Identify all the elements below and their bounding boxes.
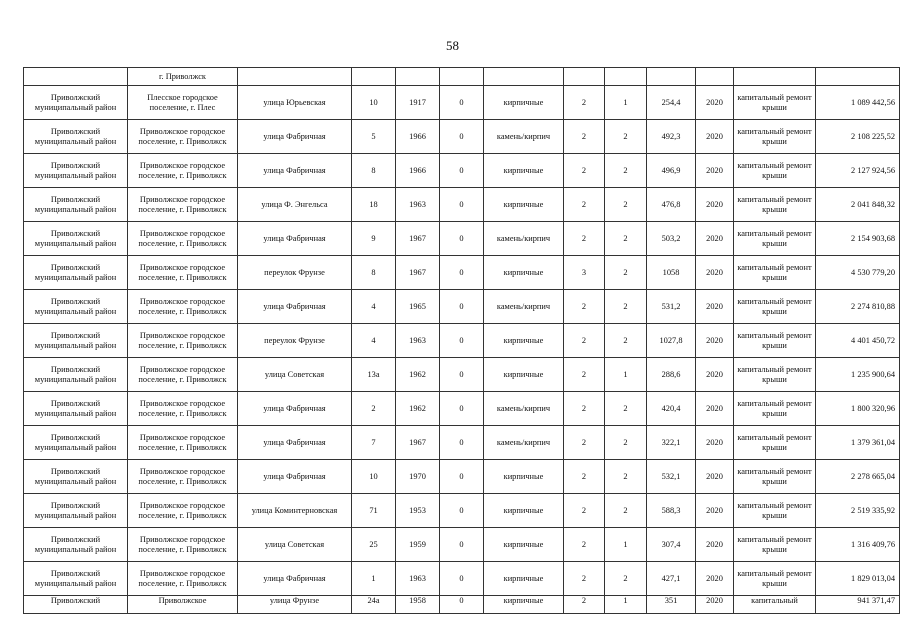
cell-planned-year: 2020 (696, 426, 734, 460)
cell-wall-material: кирпичные (484, 324, 564, 358)
cell-municipality (24, 68, 128, 86)
cell-settlement: Плесское городское поселение, г. Плес (128, 86, 238, 120)
cell-floors: 2 (564, 426, 605, 460)
cell-municipality: Приволжский муниципальный район (24, 154, 128, 188)
table-row (24, 290, 900, 324)
cell-year-repair: 0 (440, 426, 484, 460)
cell-cost: 2 154 903,68 (816, 222, 900, 256)
cell-municipality: Приволжский муниципальный район (24, 324, 128, 358)
cell-house-number: 5 (352, 120, 396, 154)
cell-settlement: Приволжское городское поселение, г. Приволжск (128, 426, 238, 460)
cell-wall-material: кирпичные (484, 154, 564, 188)
cell-work-type: капитальный ремонт крыши (734, 426, 816, 460)
cell-wall-material: кирпичные (484, 188, 564, 222)
cell-area: 503,2 (647, 222, 696, 256)
cell-municipality: Приволжский муниципальный район (24, 528, 128, 562)
cell-year-built: 1959 (396, 528, 440, 562)
cell-municipality: Приволжский муниципальный район (24, 222, 128, 256)
cell-cost: 1 316 409,76 (816, 528, 900, 562)
cell-municipality: Приволжский муниципальный район (24, 120, 128, 154)
cell-cost: 2 278 665,04 (816, 460, 900, 494)
cell-settlement: Приволжское городское поселение, г. Приволжск (128, 188, 238, 222)
cell-cost: 1 089 442,56 (816, 86, 900, 120)
cell-work-type: капитальный ремонт крыши (734, 256, 816, 290)
cell-work-type: капитальный ремонт крыши (734, 562, 816, 596)
cell-year-built: 1963 (396, 562, 440, 596)
cell-year-repair: 0 (440, 596, 484, 614)
cell-work-type: капитальный ремонт крыши (734, 324, 816, 358)
cell-street: улица Фабричная (238, 426, 352, 460)
cell-year-repair: 0 (440, 86, 484, 120)
cell-area: 427,1 (647, 562, 696, 596)
cell-wall-material: камень/кирпич (484, 290, 564, 324)
cell-floors: 2 (564, 358, 605, 392)
cell-year-repair: 0 (440, 460, 484, 494)
cell-house-number: 10 (352, 460, 396, 494)
cell-street: улица Юрьевская (238, 86, 352, 120)
cell-planned-year: 2020 (696, 324, 734, 358)
cell-entrances: 1 (605, 86, 647, 120)
cell-year-built: 1966 (396, 154, 440, 188)
cell-street: улица Фрунзе (238, 596, 352, 614)
table-row (24, 528, 900, 562)
cell-cost: 1 800 320,96 (816, 392, 900, 426)
cell-entrances: 2 (605, 290, 647, 324)
cell-wall-material: кирпичные (484, 494, 564, 528)
cell-street: переулок Фрунзе (238, 324, 352, 358)
cell-street: улица Фабричная (238, 222, 352, 256)
cell-area: 351 (647, 596, 696, 614)
cell-settlement: Приволжское городское поселение, г. Приволжск (128, 562, 238, 596)
cell-cost: 2 127 924,56 (816, 154, 900, 188)
cell-settlement: Приволжское городское поселение, г. Приволжск (128, 460, 238, 494)
cell-work-type: капитальный ремонт крыши (734, 392, 816, 426)
cell-year-repair: 0 (440, 256, 484, 290)
cell-cost: 2 041 848,32 (816, 188, 900, 222)
cell-year-built: 1967 (396, 426, 440, 460)
table-row-continued (24, 68, 900, 86)
cell-area: 307,4 (647, 528, 696, 562)
cell-year-repair: 0 (440, 562, 484, 596)
table-row (24, 562, 900, 596)
table-row (24, 86, 900, 120)
cell-entrances: 2 (605, 426, 647, 460)
cell-cost: 1 829 013,04 (816, 562, 900, 596)
cell-cost: 941 371,47 (816, 596, 900, 614)
cell-street: улица Фабричная (238, 562, 352, 596)
cell-year-repair: 0 (440, 222, 484, 256)
cell-work-type: капитальный (734, 596, 816, 614)
cell-municipality: Приволжский муниципальный район (24, 188, 128, 222)
cell-area: 531,2 (647, 290, 696, 324)
cell-work-type: капитальный ремонт крыши (734, 290, 816, 324)
cell-entrances: 2 (605, 494, 647, 528)
cell-year-built: 1963 (396, 188, 440, 222)
cell-planned-year: 2020 (696, 256, 734, 290)
cell-settlement: Приволжское городское поселение, г. Приволжск (128, 528, 238, 562)
cell-wall-material: кирпичные (484, 528, 564, 562)
table-row (24, 426, 900, 460)
cell-house-number: 24а (352, 596, 396, 614)
cell-municipality: Приволжский муниципальный район (24, 358, 128, 392)
cell-cost: 1 379 361,04 (816, 426, 900, 460)
cell-year-repair: 0 (440, 494, 484, 528)
cell-house-number: 2 (352, 392, 396, 426)
cell-year-repair: 0 (440, 290, 484, 324)
table-row (24, 392, 900, 426)
cell-year-built: 1963 (396, 324, 440, 358)
cell-year-built: 1958 (396, 596, 440, 614)
cell-year-built: 1966 (396, 120, 440, 154)
cell-municipality: Приволжский муниципальный район (24, 494, 128, 528)
cell-floors: 2 (564, 154, 605, 188)
page-number: 58 (446, 38, 459, 53)
cell-area: 476,8 (647, 188, 696, 222)
cell-planned-year: 2020 (696, 460, 734, 494)
cell-planned-year: 2020 (696, 358, 734, 392)
cell-area: 1058 (647, 256, 696, 290)
cell-year-repair: 0 (440, 528, 484, 562)
cell-area: 420,4 (647, 392, 696, 426)
cell-street: улица Фабричная (238, 154, 352, 188)
cell-entrances: 2 (605, 120, 647, 154)
cell-municipality: Приволжский муниципальный район (24, 426, 128, 460)
repair-register-table (23, 67, 900, 614)
cell-house-number: 71 (352, 494, 396, 528)
cell-work-type: капитальный ремонт крыши (734, 528, 816, 562)
cell-floors: 2 (564, 222, 605, 256)
cell-entrances: 1 (605, 358, 647, 392)
cell-settlement: Приволжское городское поселение, г. Приволжск (128, 222, 238, 256)
cell-area: 532,1 (647, 460, 696, 494)
cell-year-built: 1965 (396, 290, 440, 324)
cell-house-number: 8 (352, 256, 396, 290)
cell-house-number: 13а (352, 358, 396, 392)
cell-settlement: Приволжское городское поселение, г. Приволжск (128, 358, 238, 392)
cell-area: 588,3 (647, 494, 696, 528)
cell-municipality: Приволжский муниципальный район (24, 290, 128, 324)
cell-wall-material: камень/кирпич (484, 120, 564, 154)
cell-work-type: капитальный ремонт крыши (734, 222, 816, 256)
cell-planned-year: 2020 (696, 222, 734, 256)
cell-entrances: 2 (605, 222, 647, 256)
cell-planned-year: 2020 (696, 290, 734, 324)
cell-wall-material: камень/кирпич (484, 426, 564, 460)
cell-wall-material: кирпичные (484, 460, 564, 494)
cell-house-number: 8 (352, 154, 396, 188)
cell-wall-material: кирпичные (484, 562, 564, 596)
table-row (24, 120, 900, 154)
cell-street: улица Коминтерновская (238, 494, 352, 528)
cell-work-type: капитальный ремонт крыши (734, 460, 816, 494)
cell-municipality: Приволжский муниципальный район (24, 562, 128, 596)
cell-municipality: Приволжский муниципальный район (24, 392, 128, 426)
cell-cost: 2 274 810,88 (816, 290, 900, 324)
cell-house-number: 1 (352, 562, 396, 596)
cell-year-repair: 0 (440, 120, 484, 154)
table-body (24, 68, 900, 614)
cell-house-number: 10 (352, 86, 396, 120)
cell-wall-material: кирпичные (484, 256, 564, 290)
cell-year-repair: 0 (440, 324, 484, 358)
cell-settlement: Приволжское городское поселение, г. Приволжск (128, 392, 238, 426)
cell-year-built: 1970 (396, 460, 440, 494)
cell-house-number: 25 (352, 528, 396, 562)
cell-street: улица Ф. Энгельса (238, 188, 352, 222)
cell-floors: 2 (564, 562, 605, 596)
cell-floors: 2 (564, 494, 605, 528)
cell-house-number: 18 (352, 188, 396, 222)
cell-wall-material: кирпичные (484, 596, 564, 614)
cell-street: улица Фабричная (238, 120, 352, 154)
cell-planned-year: 2020 (696, 120, 734, 154)
cell-settlement: г. Приволжск (128, 68, 238, 86)
cell-street: улица Советская (238, 528, 352, 562)
cell-planned-year: 2020 (696, 562, 734, 596)
cell-settlement: Приволжское городское поселение, г. Приволжск (128, 154, 238, 188)
cell-cost: 4 530 779,20 (816, 256, 900, 290)
cell-settlement: Приволжское городское поселение, г. Приволжск (128, 290, 238, 324)
cell-year-built: 1967 (396, 222, 440, 256)
cell-floors: 2 (564, 86, 605, 120)
cell-area: 322,1 (647, 426, 696, 460)
cell-work-type: капитальный ремонт крыши (734, 86, 816, 120)
cell-wall-material: камень/кирпич (484, 392, 564, 426)
table-row (24, 324, 900, 358)
cell-work-type: капитальный ремонт крыши (734, 120, 816, 154)
cell-year-built: 1917 (396, 86, 440, 120)
cell-work-type: капитальный ремонт крыши (734, 154, 816, 188)
cell-area: 254,4 (647, 86, 696, 120)
cell-year-repair: 0 (440, 358, 484, 392)
cell-planned-year: 2020 (696, 494, 734, 528)
cell-floors: 2 (564, 290, 605, 324)
cell-floors: 2 (564, 460, 605, 494)
cell-floors: 3 (564, 256, 605, 290)
cell-planned-year: 2020 (696, 188, 734, 222)
cell-planned-year: 2020 (696, 528, 734, 562)
cell-work-type: капитальный ремонт крыши (734, 188, 816, 222)
cell-floors: 2 (564, 528, 605, 562)
table-row (24, 596, 900, 614)
cell-area: 288,6 (647, 358, 696, 392)
table-row (24, 154, 900, 188)
cell-year-built: 1962 (396, 392, 440, 426)
cell-municipality: Приволжский муниципальный район (24, 460, 128, 494)
cell-house-number: 4 (352, 324, 396, 358)
cell-year-repair: 0 (440, 392, 484, 426)
table-row (24, 188, 900, 222)
cell-house-number: 4 (352, 290, 396, 324)
table-row (24, 460, 900, 494)
cell-cost: 1 235 900,64 (816, 358, 900, 392)
cell-area: 1027,8 (647, 324, 696, 358)
cell-wall-material: кирпичные (484, 86, 564, 120)
cell-floors: 2 (564, 120, 605, 154)
cell-year-built: 1962 (396, 358, 440, 392)
cell-planned-year: 2020 (696, 154, 734, 188)
cell-entrances: 2 (605, 154, 647, 188)
cell-area: 492,3 (647, 120, 696, 154)
cell-entrances: 2 (605, 460, 647, 494)
cell-entrances: 2 (605, 392, 647, 426)
cell-work-type: капитальный ремонт крыши (734, 358, 816, 392)
cell-floors: 2 (564, 392, 605, 426)
cell-municipality: Приволжский (24, 596, 128, 614)
cell-street: переулок Фрунзе (238, 256, 352, 290)
cell-street: улица Фабричная (238, 392, 352, 426)
cell-municipality: Приволжский муниципальный район (24, 256, 128, 290)
cell-street: улица Фабричная (238, 290, 352, 324)
cell-entrances: 2 (605, 324, 647, 358)
cell-wall-material: камень/кирпич (484, 222, 564, 256)
cell-house-number: 9 (352, 222, 396, 256)
cell-floors: 2 (564, 324, 605, 358)
cell-entrances: 2 (605, 562, 647, 596)
cell-entrances: 2 (605, 188, 647, 222)
cell-settlement: Приволжское (128, 596, 238, 614)
cell-municipality: Приволжский муниципальный район (24, 86, 128, 120)
cell-year-built: 1953 (396, 494, 440, 528)
cell-settlement: Приволжское городское поселение, г. Приволжск (128, 120, 238, 154)
table-row (24, 494, 900, 528)
cell-floors: 2 (564, 188, 605, 222)
cell-wall-material: кирпичные (484, 358, 564, 392)
cell-entrances: 1 (605, 596, 647, 614)
cell-settlement: Приволжское городское поселение, г. Приволжск (128, 494, 238, 528)
cell-planned-year: 2020 (696, 596, 734, 614)
cell-entrances: 2 (605, 256, 647, 290)
cell-cost: 2 108 225,52 (816, 120, 900, 154)
cell-cost: 4 401 450,72 (816, 324, 900, 358)
cell-street: улица Фабричная (238, 460, 352, 494)
cell-entrances: 1 (605, 528, 647, 562)
cell-year-repair: 0 (440, 154, 484, 188)
table-row (24, 222, 900, 256)
cell-year-built: 1967 (396, 256, 440, 290)
table-row (24, 256, 900, 290)
cell-year-repair: 0 (440, 188, 484, 222)
cell-cost: 2 519 335,92 (816, 494, 900, 528)
cell-floors: 2 (564, 596, 605, 614)
cell-planned-year: 2020 (696, 86, 734, 120)
table-row (24, 358, 900, 392)
cell-house-number: 7 (352, 426, 396, 460)
cell-street: улица Советская (238, 358, 352, 392)
cell-settlement: Приволжское городское поселение, г. Приволжск (128, 324, 238, 358)
cell-area: 496,9 (647, 154, 696, 188)
cell-settlement: Приволжское городское поселение, г. Приволжск (128, 256, 238, 290)
cell-work-type: капитальный ремонт крыши (734, 494, 816, 528)
cell-planned-year: 2020 (696, 392, 734, 426)
